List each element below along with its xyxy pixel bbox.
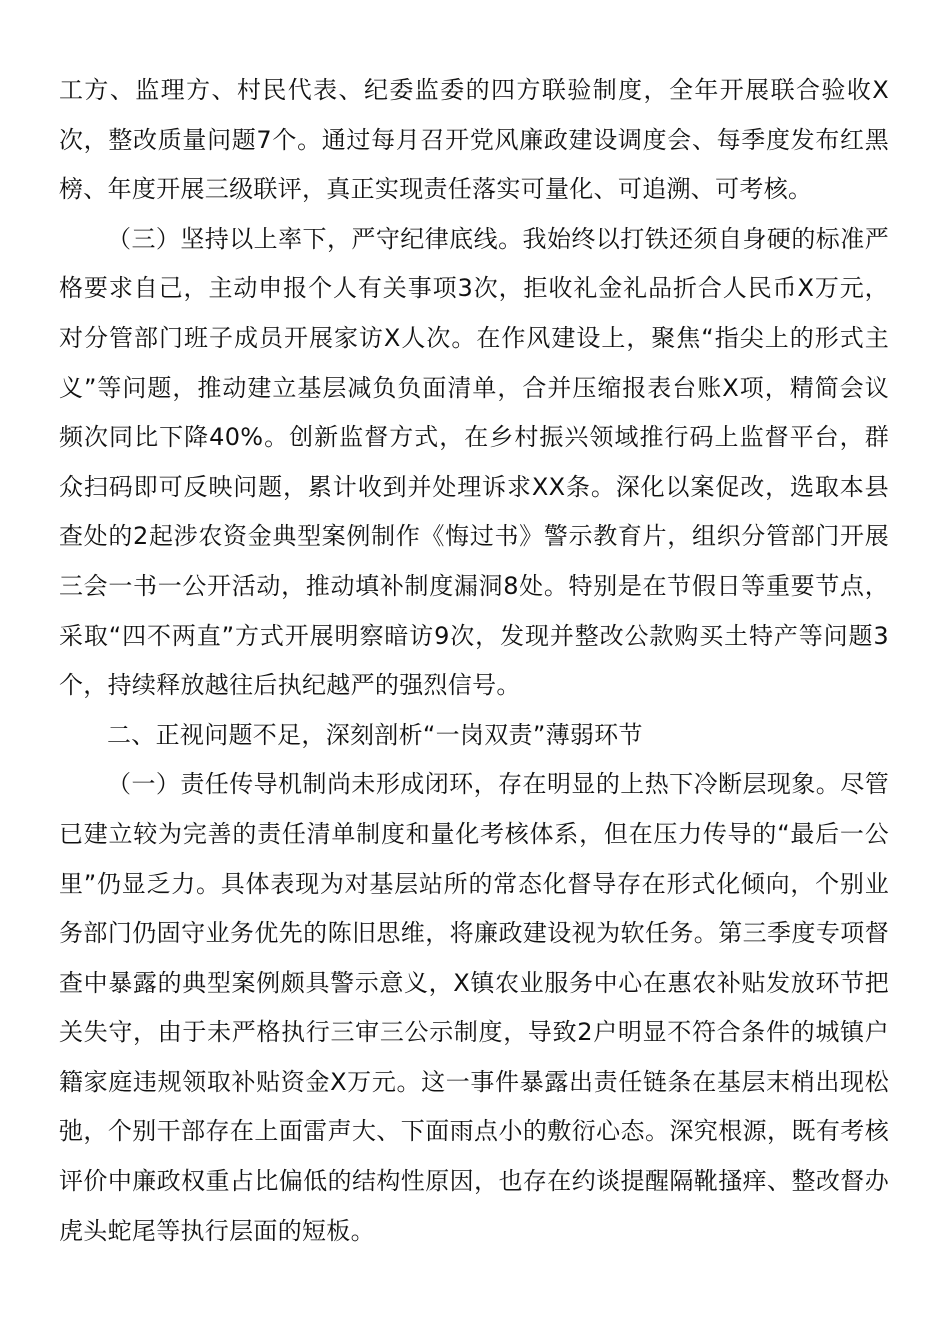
paragraph-section-three: （三）坚持以上率下，严守纪律底线。我始终以打铁还须自身硬的标准严格要求自己，主动申报个人有关事项3次，拒收礼金礼品折合人民币X万元，对分管部门班子成员开展家访X人次。在作风建设上，聚焦“指尖上的形式主义”等问题，推动建立基层减负负面清单，合并压缩报表台账X项，精简会议频次同比下降40%。创新监督方式，在乡村振兴领域推行码上监督平台，群众扫码即可反映问题，累计收到并处理诉求XX条。深化以案促改，选取本县查处的2起涉农资金典型案例制作《悔过书》警示教育片，组织分管部门开展三会一书一公开活动，推动填补制度漏洞8处。特别是在节假日等重要节点，采取“四不两直”方式开展明察暗访9次，发现并整改公款购买土特产等问题3个，持续释放越往后执纪越严的强烈信号。	[59, 224, 889, 700]
section-heading-two: 二、正视问题不足，深刻剖析“一岗双责”薄弱环节	[107, 720, 643, 749]
paragraph-subsection-one: （一）责任传导机制尚未形成闭环，存在明显的上热下冷断层现象。尽管已建立较为完善的责任清单制度和量化考核体系，但在压力传导的“最后一公里”仍显乏力。具体表现为对基层站所的常态化督导存在形式化倾向，个别业务部门仍固守业务优先的陈旧思维，将廉政建设视为软任务。第三季度专项督查中暴露的典型案例颇具警示意义，X镇农业服务中心在惠农补贴发放环节把关失守，由于未严格执行三审三公示制度，导致2户明显不符合条件的城镇户籍家庭违规领取补贴资金X万元。这一事件暴露出责任链条在基层末梢出现松弛，个别干部存在上面雷声大、下面雨点小的敷衍心态。深究根源，既有考核评价中廉政权重占比偏低的结构性原因，也存在约谈提醒隔靴搔痒、整改督办虎头蛇尾等执行层面的短板。	[59, 770, 889, 1245]
document-body	[59, 66, 889, 1256]
paragraph-continuation: 工方、监理方、村民代表、纪委监委的四方联验制度，全年开展联合验收X次，整改质量问题7个。通过每月召开党风廉政建设调度会、每季度发布红黑榜、年度开展三级联评，真正实现责任落实可量化、可追溯、可考核。	[59, 76, 889, 204]
